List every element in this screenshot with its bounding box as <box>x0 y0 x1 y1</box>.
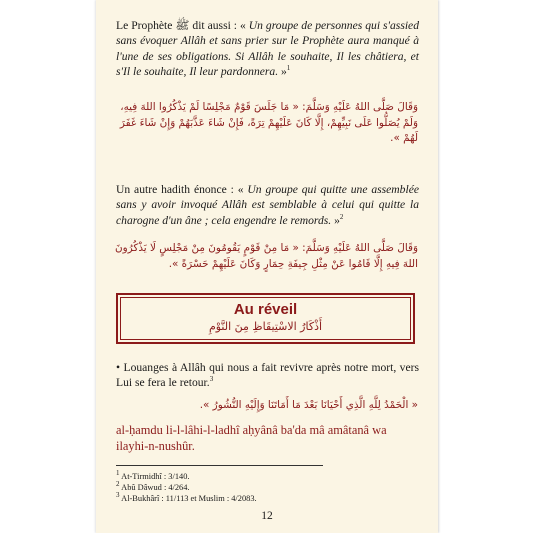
footnote-3-text: Al-Bukhârî : 11/113 et Muslim : 4/2083. <box>121 494 257 503</box>
footnote-ref-1: 1 <box>286 64 291 73</box>
footnote-1 <box>116 471 189 482</box>
paragraph-2-intro: Un autre hadith énonce : « <box>116 183 248 196</box>
section-heading-box <box>116 293 415 344</box>
footnote-2-num: 2 <box>116 480 120 489</box>
arabic-text-3: « الْحَمْدُ لِلَّهِ الَّذِي أَحْيَانَا بَعْدَ مَا أَمَاتَنَا وَإِلَيْهِ النُّشُورُ ». <box>199 399 418 411</box>
paragraph-2 <box>116 182 419 228</box>
footnote-1-text: At-Tirmidhî : 3/140. <box>121 472 190 481</box>
footnote-2 <box>116 482 190 493</box>
section-title-fr: Au réveil <box>233 301 298 318</box>
footnote-3 <box>116 493 257 504</box>
paragraph-1 <box>116 18 419 80</box>
section-title-ar: أَذْكَارُ الاسْتِيقَاظِ مِنَ النَّوْمِ <box>208 320 323 333</box>
footnote-ref-3: 3 <box>209 375 214 384</box>
footnote-1-num: 1 <box>116 469 120 478</box>
bullet-item-1-text: Louanges à Allâh qui nous a fait revivre après notre mort, vers Lui se fera le retour. <box>116 361 419 390</box>
arabic-text-2: وَقَالَ صَلَّى اللهُ عَلَيْهِ وَسَلَّمَ: « مَا مِنْ قَوْمٍ يَقُومُونَ مِنْ مَجْلِسٍ لَا يَذْكُرُونَ اللهَ فِيهِ إِلَّا قَامُوا عَنْ مِثْلِ جِيفَةِ حِمَارٍ وَكَانَ عَلَيْهِمْ حَسْرَةً ». <box>115 242 418 270</box>
footnote-divider <box>116 465 323 466</box>
transliteration: al-ḥamdu li-l-lâhi-l-ladhî aḥyânâ ba'da mâ amâtanâ wa ilayhi-n-nushûr. <box>116 423 387 453</box>
arabic-text-1: وَقَالَ صَلَّى اللهُ عَلَيْهِ وَسَلَّمَ: « مَا جَلَسَ قَوْمٌ مَجْلِسًا لَمْ يَذْكُرُوا اللهَ فِيهِ، وَلَمْ يُصَلُّوا عَلَى نَبِيِّهِمْ، إِلَّا كَانَ عَلَيْهِمْ تِرَةً، فَإِنْ شَاءَ عَذَّبَهُمْ وَإِنْ شَاءَ غَفَرَ لَهُمْ ». <box>119 101 418 144</box>
paragraph-2-close: » <box>331 213 340 227</box>
bullet-icon: • <box>116 361 121 374</box>
paragraph-1-intro: Le Prophète ﷺ dit aussi : « <box>116 19 249 32</box>
paragraph-1-close: » <box>278 65 287 79</box>
footnote-ref-2: 2 <box>339 212 344 221</box>
paragraph-1-quote: Un groupe de personnes qui s'assied sans évoquer Allâh et sans prier sur le Prophète aura manqué à l'une de ses obligations. Si Allâh le souhaite, Il les châtiera, et s'Il le souhaite, Il leur pardonnera. <box>116 19 419 79</box>
paragraph-2-quote: Un groupe qui quitte une assemblée sans y avoir invoqué Allâh est semblable à celui qui quitte la charogne d'un âne ; cela engendre le remords. <box>116 183 419 227</box>
footnote-3-num: 3 <box>116 491 120 500</box>
book-page <box>96 0 438 533</box>
page-number: 12 <box>261 510 273 522</box>
bullet-item-1 <box>116 360 419 391</box>
footnote-2-text: Abû Dâwud : 4/264. <box>121 483 190 492</box>
